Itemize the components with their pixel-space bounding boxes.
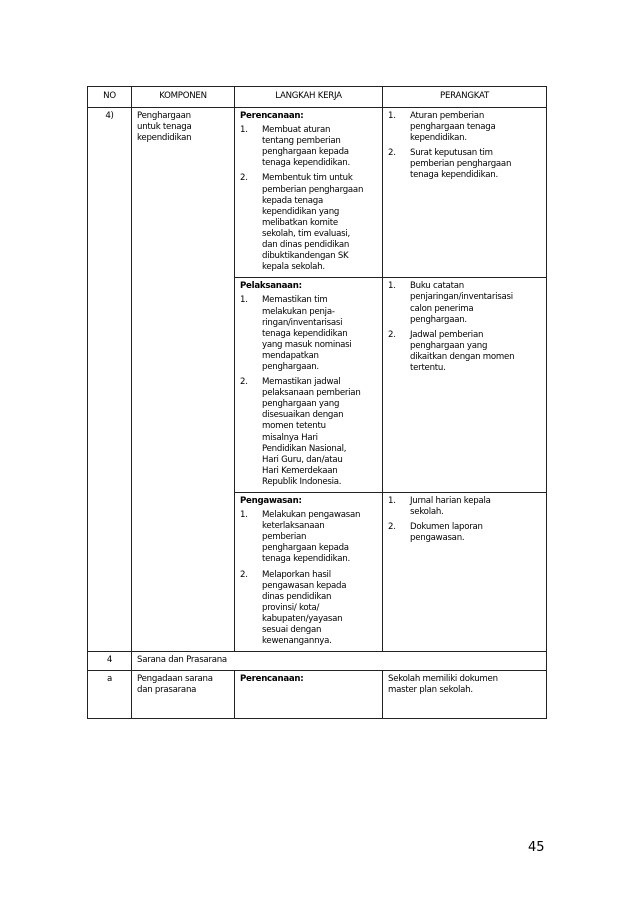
section-number: 4 [88, 652, 132, 671]
text-line: Pendidikan Nasional, [262, 443, 347, 454]
text-line: dan prasarana [137, 685, 197, 696]
perangkat-pengawasan-cell [383, 493, 547, 652]
text-line: melakukan penja- [262, 306, 335, 317]
komponen-cell [132, 108, 235, 652]
text-line: Jurnal harian kepala [410, 496, 491, 506]
text-line: penghargaan kepada [262, 543, 349, 554]
section-heading: Perencanaan: [240, 111, 304, 121]
item-number: 1. [388, 496, 396, 506]
perangkat-perencanaan-cell [383, 108, 547, 278]
device-list [388, 496, 541, 544]
item-number: 1. [388, 281, 396, 292]
item-text [262, 125, 377, 169]
langkah-pengawasan-cell [235, 493, 383, 652]
item-number: 2. [388, 148, 396, 159]
text-line: sekolah, tim evaluasi, [262, 228, 350, 239]
table-row [88, 108, 547, 278]
text-line: Aturan pemberian [410, 111, 485, 121]
text-line: Pengadaan sarana [137, 674, 213, 685]
text-line: Membentuk tim untuk [262, 173, 353, 184]
text-line: kepala sekolah. [262, 262, 325, 273]
header-langkah-kerja: LANGKAH KERJA [235, 87, 383, 108]
langkah-pelaksanaan-cell [235, 278, 383, 493]
text-line: penghargaan. [262, 361, 319, 372]
text-line: Dokumen laporan [410, 522, 483, 533]
text-line: dan dinas pendidikan [262, 240, 350, 251]
list-item [388, 281, 541, 325]
item-text [410, 148, 541, 181]
text-line: penghargaan tenaga [410, 122, 496, 133]
text-line: penghargaan yang [262, 399, 340, 410]
text-line: penghargaan yang [410, 340, 488, 351]
text-line: pengawasan kepada [262, 580, 347, 591]
text-line: Melaporkan hasil [262, 569, 331, 580]
item-number: 1. [388, 111, 396, 121]
text-line: dinas pendidikan [262, 591, 332, 602]
row-number: a [88, 671, 132, 719]
text-line: pemberian [262, 532, 307, 543]
item-number: 2. [240, 173, 248, 184]
item-number: 2. [388, 329, 396, 340]
page-number: 45 [528, 840, 545, 855]
section-heading: Pelaksanaan: [240, 281, 302, 292]
text-line: provinsi/ kota/ [262, 602, 320, 613]
list-item [240, 125, 377, 169]
item-number: 2. [388, 522, 396, 533]
table-header-row [88, 87, 547, 108]
row-number: 4) [88, 108, 132, 652]
langkah-perencanaan-cell [235, 108, 383, 278]
text-line: Hari Kemerdekaan [262, 465, 338, 476]
list-item [388, 111, 541, 144]
text-line: Membuat aturan [262, 125, 331, 136]
item-text [262, 377, 377, 488]
text-line: sesuai dengan [262, 625, 322, 636]
text-line: tenaga kependidikan. [262, 158, 350, 169]
item-number: 2. [240, 569, 248, 580]
item-text [262, 295, 377, 373]
text-line: kependidikan [137, 133, 192, 144]
text-line: pengawasan. [410, 533, 465, 544]
text-line: mendapatkan [262, 350, 319, 361]
text-line: Memastikan tim [262, 295, 328, 306]
section-row [88, 652, 547, 671]
text-line: Republik Indonesia. [262, 476, 342, 487]
item-text [262, 570, 377, 648]
perangkat-pelaksanaan-cell [383, 278, 547, 493]
text-line: tertentu. [410, 362, 446, 373]
item-text [410, 111, 541, 144]
list-item [240, 377, 377, 488]
text-line: kewenangannya. [262, 636, 332, 647]
step-list [240, 125, 377, 273]
text-line: Memastikan jadwal [262, 377, 341, 388]
section-heading: Perencanaan: [240, 674, 304, 685]
text-line: Melakukan pengawasan [262, 510, 361, 521]
item-text [410, 496, 541, 518]
document-table [87, 86, 547, 719]
text-line: kabupaten/yayasan [262, 613, 343, 624]
item-number: 2. [240, 377, 248, 388]
text-line: dikaitkan dengan momen [410, 351, 515, 362]
item-text [410, 281, 541, 325]
text-line: calon penerima [410, 303, 474, 314]
text-line: yang masuk nominasi [262, 339, 352, 350]
text-line: penjaringan/inventarisasi [410, 292, 513, 303]
text-line: pemberian penghargaan [262, 184, 364, 195]
section-heading: Pengawasan: [240, 496, 302, 506]
header-no: NO [88, 87, 132, 108]
list-item [240, 295, 377, 373]
text-line: tenaga kependidikan [262, 328, 348, 339]
text-line: Buku catatan [410, 281, 464, 292]
text-line: sekolah. [410, 507, 444, 518]
list-item [388, 496, 541, 518]
text-line: Surat keputusan tim [410, 148, 493, 159]
device-list [388, 111, 541, 182]
text-line: untuk tenaga [137, 122, 192, 133]
step-list [240, 295, 377, 488]
list-item [388, 522, 541, 544]
text-line: Sekolah memiliki dokumen [388, 674, 498, 685]
text-line: melibatkan komite [262, 217, 338, 228]
item-number: 1. [240, 125, 248, 136]
header-perangkat: PERANGKAT [383, 87, 547, 108]
header-komponen: KOMPONEN [132, 87, 235, 108]
text-line: ringan/inventarisasi [262, 317, 343, 328]
text-line: pelaksanaan pemberian [262, 388, 361, 399]
langkah-cell [235, 671, 383, 719]
list-item [240, 173, 377, 273]
text-line: Penghargaan [137, 111, 191, 121]
text-line: pemberian penghargaan [410, 159, 512, 170]
device-list [388, 281, 541, 374]
list-item [388, 330, 541, 374]
item-number: 1. [240, 295, 248, 306]
step-list [240, 510, 377, 647]
text-line: disesuaikan dengan [262, 410, 344, 421]
item-text [410, 522, 541, 544]
komponen-cell [132, 671, 235, 719]
text-line: penghargaan. [410, 314, 467, 325]
text-line: master plan sekolah. [388, 685, 473, 696]
text-line: tenaga kependidikan. [262, 554, 350, 565]
text-line: kependidikan. [410, 133, 467, 144]
list-item [388, 148, 541, 181]
list-item [240, 510, 377, 565]
item-text [262, 173, 377, 273]
text-line: dibuktikandengan SK [262, 251, 349, 262]
text-line: keterlaksanaan [262, 521, 325, 532]
text-line: kepada tenaga [262, 195, 323, 206]
text-line: tentang pemberian [262, 136, 341, 147]
text-line: Jadwal pemberian [410, 329, 484, 340]
text-line: misalnya Hari [262, 432, 318, 443]
section-title: Sarana dan Prasarana [132, 652, 547, 671]
text-line: momen tetentu [262, 421, 326, 432]
text-line: tenaga kependidikan. [410, 170, 498, 181]
perangkat-cell [383, 671, 547, 719]
list-item [240, 570, 377, 648]
text-line: penghargaan kepada [262, 147, 349, 158]
item-text [262, 510, 377, 565]
text-line: Hari Guru, dan/atau [262, 454, 343, 465]
text-line: kependidikan yang [262, 206, 340, 217]
table-row [88, 671, 547, 719]
item-number: 1. [240, 510, 248, 521]
item-text [410, 330, 541, 374]
